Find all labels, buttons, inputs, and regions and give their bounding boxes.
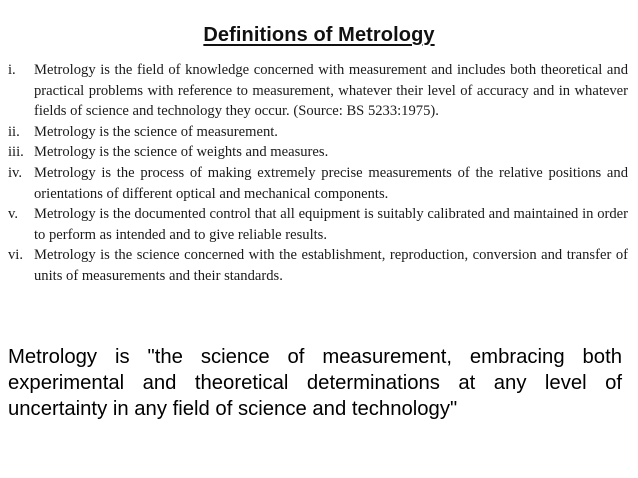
page-title: Definitions of Metrology xyxy=(203,24,435,46)
definition-text: Metrology is the process of making extremely precise measurements of the relative positions and orientations of different optical and mechanical components. xyxy=(34,164,628,202)
definition-text: Metrology is the documented control that all equipment is suitably calibrated and maintained in order to perform as intended and to give reliable results. xyxy=(34,206,628,243)
definition-numeral: iv. xyxy=(8,164,23,181)
definition-numeral: ii. xyxy=(8,123,20,140)
definition-numeral: i. xyxy=(8,62,16,78)
definition-text: Metrology is the field of knowledge concerned with measurement and includes both theoretical and practical problems with reference to measurement, whatever their level of accuracy and in whatever fields of science and technology they occur. (Source: BS 5233:1975). xyxy=(34,62,628,120)
definition-text: Metrology is the science of weights and measures. xyxy=(34,144,329,161)
definition-numeral: v. xyxy=(8,206,18,223)
definition-text: Metrology is the science concerned with the establishment, reproduction, conversion and transfer of units of measurements and their standards. xyxy=(34,247,628,284)
definition-item xyxy=(8,245,628,286)
definition-numeral: iii. xyxy=(8,144,24,161)
summary-definition: Metrology is "the science of measurement, embracing both experimental and theoretical determinations at any level of uncertainty in any field of science and technology" xyxy=(8,346,622,420)
definition-item xyxy=(8,204,628,245)
definition-item xyxy=(8,60,628,122)
definition-text: Metrology is the science of measurement. xyxy=(34,123,278,140)
definition-numeral: vi. xyxy=(8,247,23,264)
definition-item xyxy=(8,163,628,204)
definition-item xyxy=(8,142,628,163)
definition-item xyxy=(8,122,628,143)
definitions-list xyxy=(8,60,628,287)
